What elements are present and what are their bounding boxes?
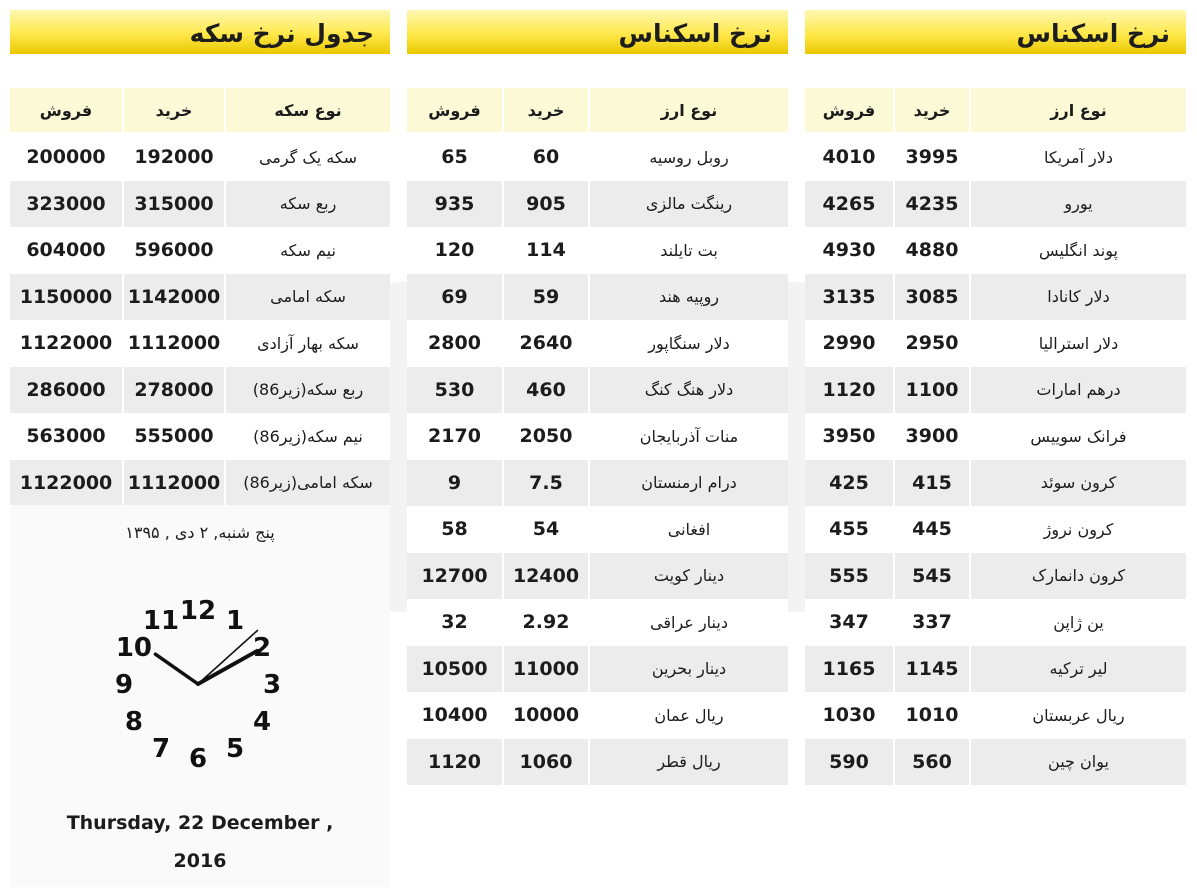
row-sell: 1120 [407,739,503,786]
header-currency-type: نوع ارز [589,88,788,133]
row-name: دلار آمریکا [970,133,1186,181]
row-sell: 455 [805,506,894,553]
row-name: ریال عربستان [970,692,1186,739]
row-buy: 10000 [503,692,589,739]
row-sell: 1030 [805,692,894,739]
table-row [10,181,390,228]
header-coin-type: نوع سکه [225,88,390,133]
row-sell: 1122000 [10,320,123,367]
english-date-line2: 2016 [173,850,227,872]
row-name: منات آذربایجان [589,413,788,460]
row-buy: 1010 [894,692,970,739]
row-sell: 590 [805,739,894,786]
row-name: دینار بحرین [589,646,788,693]
currency-middle-header [407,88,788,133]
table-row [805,692,1186,739]
currency-table-middle [407,88,788,785]
row-name: روپیه هند [589,274,788,321]
row-sell: 58 [407,506,503,553]
header-currency-type: نوع ارز [970,88,1186,133]
table-row [805,413,1186,460]
row-name: سکه امامی(زیر86) [225,460,390,507]
row-name: فرانک سوییس [970,413,1186,460]
row-buy: 337 [894,599,970,646]
english-date [10,797,390,887]
row-sell: 3135 [805,274,894,321]
row-buy: 2950 [894,320,970,367]
row-buy: 596000 [123,227,225,274]
header-sell: فروش [407,88,503,133]
clock-face [10,557,390,797]
row-name: دلار کانادا [970,274,1186,321]
row-name: پوند انگلیس [970,227,1186,274]
table-row [407,739,788,786]
hour-hand [155,654,198,684]
header-buy: خرید [503,88,589,133]
row-buy: 3900 [894,413,970,460]
row-sell: 563000 [10,413,123,460]
row-buy: 1145 [894,646,970,693]
english-date-line1: Thursday, 22 December , [66,812,334,834]
row-buy: 555000 [123,413,225,460]
row-buy: 54 [503,506,589,553]
row-sell: 4930 [805,227,894,274]
clock-number: 8 [124,707,143,737]
row-buy: 60 [503,133,589,181]
row-buy: 3995 [894,133,970,181]
row-name: یوان چین [970,739,1186,786]
row-name: نیم سکه(زیر86) [225,413,390,460]
row-sell: 3950 [805,413,894,460]
row-buy: 192000 [123,133,225,181]
table-row [805,227,1186,274]
row-sell: 9 [407,460,503,507]
row-name: سکه یک گرمی [225,133,390,181]
table-row [407,692,788,739]
currency-table-right [805,88,1186,785]
row-sell: 4265 [805,181,894,228]
row-buy: 3085 [894,274,970,321]
clock-number: 3 [262,670,282,700]
row-sell: 1165 [805,646,894,693]
row-sell: 604000 [10,227,123,274]
currency-middle-title: نرخ اسکناس [407,10,788,54]
table-row [805,274,1186,321]
header-buy: خرید [894,88,970,133]
row-name: دلار هنگ کنگ [589,367,788,414]
header-sell: فروش [805,88,894,133]
table-row [407,506,788,553]
row-sell: 425 [805,460,894,507]
table-row [407,181,788,228]
clock-number: 10 [115,633,153,663]
table-row [407,553,788,600]
row-buy: 2050 [503,413,589,460]
row-buy: 445 [894,506,970,553]
row-name: ربع سکه [225,181,390,228]
clock-number: 6 [188,744,208,774]
row-buy: 315000 [123,181,225,228]
coin-panel [10,10,390,506]
row-sell: 1122000 [10,460,123,507]
row-buy: 905 [503,181,589,228]
row-buy: 7.5 [503,460,589,507]
currency-right-header [805,88,1186,133]
table-row [10,320,390,367]
row-sell: 69 [407,274,503,321]
table-row [805,599,1186,646]
table-row [10,227,390,274]
clock-number: 12 [179,596,217,626]
row-sell: 347 [805,599,894,646]
table-row [407,599,788,646]
table-row [407,646,788,693]
clock-number: 5 [225,734,245,765]
table-row [10,133,390,181]
clock-number: 2 [253,633,272,663]
persian-date: پنج شنبه, ۲ دی , ۱۳۹۵ [10,505,390,557]
table-row [805,133,1186,181]
row-name: ین ژاپن [970,599,1186,646]
row-sell: 200000 [10,133,123,181]
row-buy: 545 [894,553,970,600]
currency-panel-right [805,10,1186,785]
row-buy: 11000 [503,646,589,693]
row-name: بت تایلند [589,227,788,274]
row-buy: 415 [894,460,970,507]
table-row [407,274,788,321]
clock-number: 1 [225,605,245,636]
row-sell: 530 [407,367,503,414]
table-row [10,367,390,414]
row-name: کرون دانمارک [970,553,1186,600]
table-row [10,274,390,321]
row-sell: 1150000 [10,274,123,321]
row-name: سکه امامی [225,274,390,321]
row-buy: 59 [503,274,589,321]
row-buy: 278000 [123,367,225,414]
row-buy: 460 [503,367,589,414]
table-row [805,367,1186,414]
row-name: سکه بهار آزادی [225,320,390,367]
row-name: نیم سکه [225,227,390,274]
header-sell: فروش [10,88,123,133]
currency-panel-middle [407,10,788,785]
table-row [407,227,788,274]
coin-panel-title: جدول نرخ سکه [10,10,390,54]
row-name: دینار عراقی [589,599,788,646]
table-row [10,460,390,507]
clock-number: 11 [142,605,180,636]
row-name: ریال عمان [589,692,788,739]
row-sell: 555 [805,553,894,600]
analog-clock [10,557,390,797]
row-buy: 2.92 [503,599,589,646]
row-buy: 12400 [503,553,589,600]
row-sell: 2170 [407,413,503,460]
minute-hand [198,651,257,684]
table-row [805,553,1186,600]
row-name: دلار استرالیا [970,320,1186,367]
coin-table-header [10,88,390,133]
clock-number: 7 [151,734,171,765]
table-row [407,320,788,367]
table-row [407,133,788,181]
row-sell: 286000 [10,367,123,414]
row-name: درهم امارات [970,367,1186,414]
currency-right-title: نرخ اسکناس [805,10,1186,54]
row-name: درام ارمنستان [589,460,788,507]
row-buy: 1100 [894,367,970,414]
row-sell: 32 [407,599,503,646]
table-row [407,460,788,507]
table-row [805,646,1186,693]
table-row [805,460,1186,507]
row-name: ریال قطر [589,739,788,786]
row-name: دلار سنگاپور [589,320,788,367]
row-sell: 10400 [407,692,503,739]
row-sell: 12700 [407,553,503,600]
row-sell: 65 [407,133,503,181]
row-buy: 1060 [503,739,589,786]
table-row [805,506,1186,553]
clock-number: 9 [114,670,134,700]
table-row [805,739,1186,786]
header-buy: خرید [123,88,225,133]
row-sell: 1120 [805,367,894,414]
row-name: دینار کویت [589,553,788,600]
row-name: لیر ترکیه [970,646,1186,693]
row-buy: 1112000 [123,320,225,367]
table-row [407,413,788,460]
coin-table [10,88,390,506]
row-buy: 560 [894,739,970,786]
row-sell: 10500 [407,646,503,693]
row-name: یورو [970,181,1186,228]
row-buy: 2640 [503,320,589,367]
row-sell: 323000 [10,181,123,228]
row-name: افغانی [589,506,788,553]
clock-number: 4 [253,707,272,737]
row-sell: 4010 [805,133,894,181]
row-name: روبل روسیه [589,133,788,181]
table-row [805,181,1186,228]
row-buy: 4235 [894,181,970,228]
table-row [10,413,390,460]
row-sell: 2800 [407,320,503,367]
row-buy: 114 [503,227,589,274]
row-name: رینگت مالزی [589,181,788,228]
row-buy: 1142000 [123,274,225,321]
table-row [805,320,1186,367]
row-buy: 4880 [894,227,970,274]
row-sell: 2990 [805,320,894,367]
row-name: کرون نروژ [970,506,1186,553]
row-name: کرون سوئد [970,460,1186,507]
row-buy: 1112000 [123,460,225,507]
row-name: ربع سکه(زیر86) [225,367,390,414]
table-row [407,367,788,414]
row-sell: 935 [407,181,503,228]
row-sell: 120 [407,227,503,274]
